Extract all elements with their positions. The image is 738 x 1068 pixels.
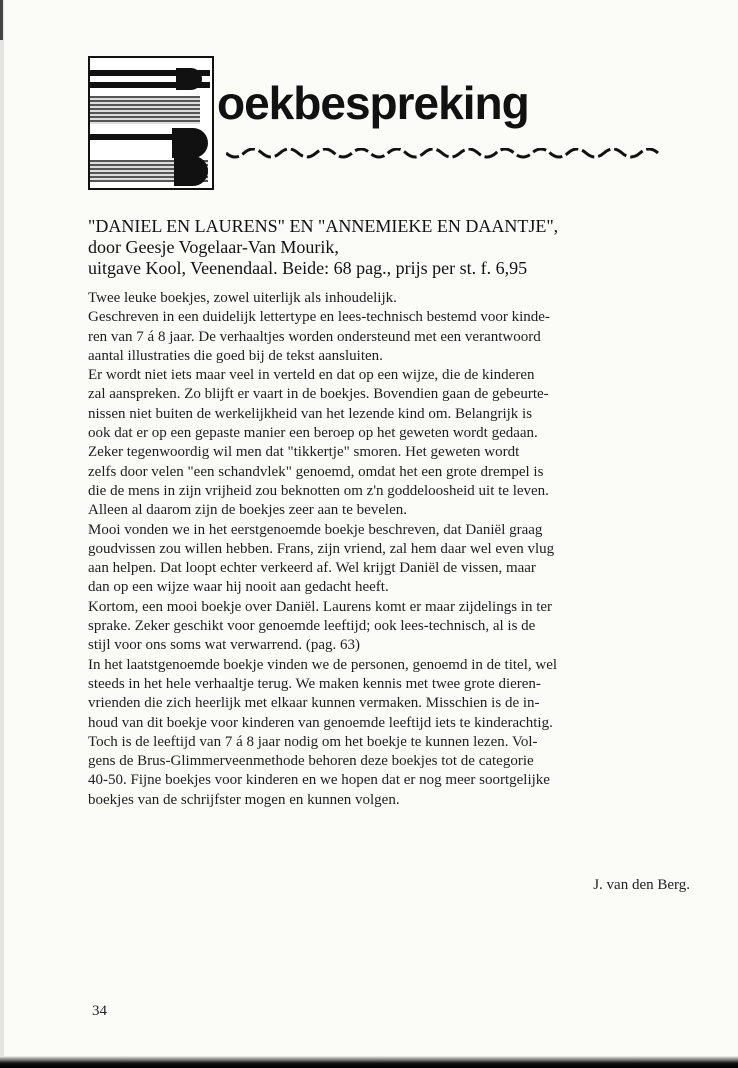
body-line: Mooi vonden we in het eerstgenoemde boekje beschreven, dat Daniël graag	[88, 521, 543, 538]
logo-lines-upper	[90, 96, 200, 124]
review-body	[88, 289, 688, 810]
reviewer-signature: J. van den Berg.	[593, 877, 690, 893]
body-line: Twee leuke boekjes, zowel uiterlijk als inhoudelijk.	[88, 290, 397, 306]
wavy-underline	[226, 148, 666, 162]
body-line: Er wordt niet iets maar veel in verteld en dat op een wijze, die de kinderen	[88, 367, 535, 384]
body-line: zelfs door velen "een schandvlek" genoemd, omdat het een grote drempel is	[88, 463, 544, 480]
body-line: aantal illustraties die goed bij de tekst aansluiten.	[88, 347, 383, 364]
body-line: Geschreven in een duidelijk lettertype en lees-technisch bestemd voor kinde-	[88, 309, 550, 326]
body-line: vrienden die zich heerlijk met elkaar kunnen vermaken. Misschien is de in-	[88, 695, 540, 712]
body-line: houd van dit boekje voor kinderen van genoemde leeftijd iets te kinderachtig.	[88, 714, 553, 731]
body-line: sprake. Zeker geschikt voor genoemde leeftijd; ook lees-technisch, al is de	[88, 618, 536, 635]
body-line: steeds in het hele verhaaltje terug. We maken kennis met twee grote dieren-	[88, 675, 541, 692]
body-line: ren van 7 á 8 jaar. De verhaaltjes worden ondersteund met een verantwoord	[88, 328, 541, 345]
body-line: ook dat er op een gepaste manier een beroep op het geweten wordt gedaan.	[88, 425, 538, 442]
page-number: 34	[92, 1003, 107, 1019]
logo-bump-top	[176, 68, 202, 90]
body-line: stijl voor ons soms wat verwarrend. (pag. 63)	[88, 637, 361, 654]
body-line: 40-50. Fijne boekjes voor kinderen en we hopen dat er nog meer soortgelijke	[88, 772, 550, 789]
page-edge-shadow	[0, 0, 4, 1068]
scan-edge-mark	[0, 0, 3, 40]
book-publisher-line: uitgave Kool, Veenendaal. Beide: 68 pag., prijs per st. f. 6,95	[88, 258, 528, 278]
body-line: Kortom, een mooi boekje over Daniël. Laurens komt er maar zijdelings in ter	[88, 598, 553, 615]
body-line: dan op een wijze waar hij nooit aan gedacht heeft.	[88, 579, 389, 596]
boekbespreking-logo	[88, 56, 216, 188]
book-author-line: door Geesje Vogelaar-Van Mourik,	[88, 237, 339, 257]
logo-bump-middle	[172, 128, 208, 158]
body-line: Alleen al daarom zijn de boekjes zeer aan te bevelen.	[88, 502, 408, 519]
section-title: oekbespreking	[217, 77, 529, 129]
logo-bump-bottom	[174, 156, 208, 186]
body-line: goudvissen zou willen hebben. Frans, zijn vriend, zal hem daar wel even vlug	[88, 540, 555, 557]
body-line: gens de Brus-Glimmerveenmethode behoren deze boekjes tot de categorie	[88, 753, 534, 770]
body-line: aan helpen. Dat loopt echter verkeerd af. Wel krijgt Daniël de vissen, maar	[88, 560, 536, 577]
body-line: boekjes van de schrijfster mogen en kunnen volgen.	[88, 791, 400, 808]
body-line: Zeker tegenwoordig wil men dat "tikkertje" smoren. Het geweten wordt	[88, 444, 520, 461]
body-line: die de mens in zijn vrijheid zou beknotten om z'n goddeloosheid uit te leven.	[88, 482, 549, 499]
book-title-block	[88, 216, 688, 279]
body-line: nissen niet buiten de werkelijkheid van het lezende kind om. Belangrijk is	[88, 405, 533, 422]
body-line: Toch is de leeftijd van 7 á 8 jaar nodig om het boekje te kunnen lezen. Vol-	[88, 733, 538, 750]
page-bottom-edge	[0, 1056, 738, 1068]
body-line: zal aanspreken. Zo blijft er vaart in de boekjes. Bovendien gaan de gebeurte-	[88, 386, 549, 403]
book-title-line: "DANIEL EN LAURENS" EN "ANNEMIEKE EN DAANTJE",	[88, 216, 559, 236]
body-line: In het laatstgenoemde boekje vinden we de personen, genoemd in de titel, wel	[88, 656, 558, 673]
